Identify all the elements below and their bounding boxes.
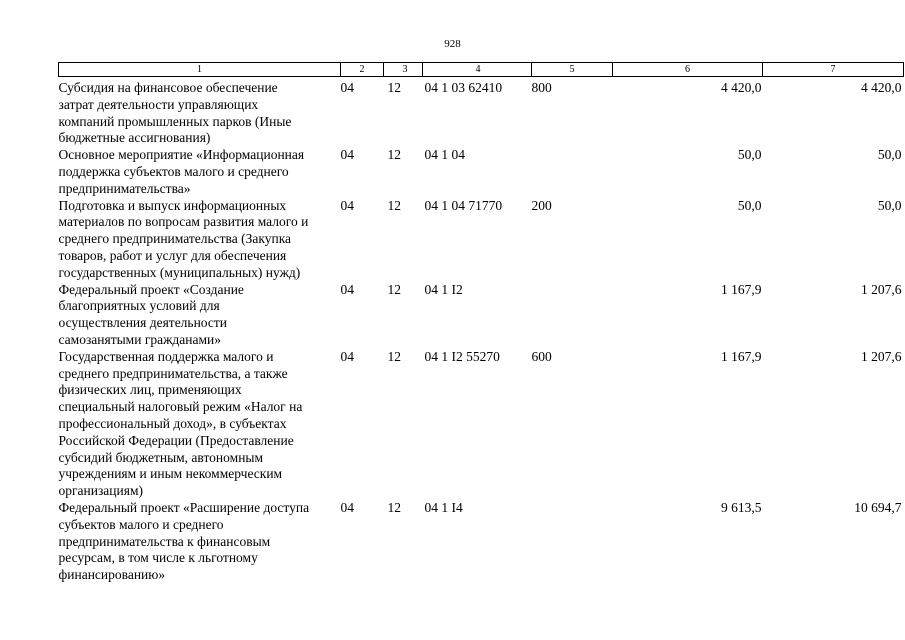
row-target-article: 04 1 04 71770 bbox=[424, 197, 503, 213]
row-amount-year-2: 50,0 bbox=[877, 147, 902, 163]
row-section-code: 04 bbox=[340, 80, 354, 95]
row-amount-year-2: 1 207,6 bbox=[861, 348, 902, 364]
row-expense-type bbox=[532, 500, 613, 584]
table-row bbox=[59, 349, 904, 500]
row-amount-year-1: 1 167,9 bbox=[721, 281, 762, 297]
row-section-code: 04 bbox=[340, 147, 354, 163]
row-target-article: 04 1 I4 bbox=[424, 499, 463, 515]
row-amount-year-1: 1 167,9 bbox=[721, 348, 762, 364]
row-target-article: 04 1 03 62410 bbox=[424, 80, 503, 95]
row-section-code: 04 bbox=[340, 197, 354, 213]
row-expense-type: 600 bbox=[531, 348, 552, 364]
column-header-7: 7 bbox=[763, 63, 904, 77]
table-row bbox=[59, 198, 904, 282]
row-target-article: 04 1 04 bbox=[424, 147, 465, 163]
column-header-4: 4 bbox=[423, 63, 532, 77]
row-target-article: 04 1 I2 bbox=[424, 281, 463, 297]
table-row bbox=[59, 500, 904, 584]
row-subsection-code: 12 bbox=[387, 147, 401, 163]
row-name: Федеральный проект «Создание благоприятных условий для осуществления деятельности самозанятыми гражданами» bbox=[58, 281, 244, 347]
column-header-3: 3 bbox=[384, 63, 423, 77]
row-name: Федеральный проект «Расширение доступа субъектов малого и среднего предпринимательства к финансовым ресурсам, в том числе к льготному финансированию» bbox=[58, 499, 310, 583]
row-amount-year-2: 50,0 bbox=[877, 197, 902, 213]
column-header-2: 2 bbox=[341, 63, 384, 77]
row-expense-type bbox=[532, 282, 613, 349]
row-name: Подготовка и выпуск информационных материалов по вопросам развития малого и среднего предпринимательства (Закупка товаров, работ и услуг для обеспечения государственных (муниципальных) нужд) bbox=[58, 197, 309, 280]
column-number-row bbox=[59, 63, 904, 77]
table-row bbox=[59, 282, 904, 349]
page-number: 928 bbox=[444, 38, 461, 50]
row-section-code: 04 bbox=[340, 348, 354, 364]
row-expense-type bbox=[532, 147, 613, 197]
row-subsection-code: 12 bbox=[387, 499, 401, 515]
row-amount-year-2: 4 420,0 bbox=[861, 80, 902, 95]
column-header-1: 1 bbox=[59, 63, 341, 77]
table-row bbox=[59, 77, 904, 148]
column-header-6: 6 bbox=[613, 63, 763, 77]
column-header-5: 5 bbox=[532, 63, 613, 77]
row-section-code: 04 bbox=[340, 499, 354, 515]
row-amount-year-2: 1 207,6 bbox=[861, 281, 902, 297]
row-name: Основное мероприятие «Информационная поддержка субъектов малого и среднего предпринимательства» bbox=[58, 147, 305, 196]
row-name: Субсидия на финансовое обеспечение затрат деятельности управляющих компаний промышленных парков (Иные бюджетные ассигнования) bbox=[58, 80, 292, 146]
row-name: Государственная поддержка малого и среднего предпринимательства, а также физических лиц, применяющих специальный налоговый режим «Налог на профессиональный доход», в субъектах Российской Федерации (Предоставление субсидий бюджетным, автономным учреждениям и иным некоммерческим организациям) bbox=[58, 348, 303, 499]
row-subsection-code: 12 bbox=[387, 281, 401, 297]
row-amount-year-1: 4 420,0 bbox=[721, 80, 762, 95]
row-expense-type: 200 bbox=[531, 197, 552, 213]
row-expense-type: 800 bbox=[531, 80, 552, 95]
row-target-article: 04 1 I2 55270 bbox=[424, 348, 500, 364]
row-amount-year-1: 50,0 bbox=[737, 197, 762, 213]
row-amount-year-1: 50,0 bbox=[737, 147, 762, 163]
row-section-code: 04 bbox=[340, 281, 354, 297]
table-row bbox=[59, 147, 904, 197]
row-subsection-code: 12 bbox=[387, 348, 401, 364]
row-amount-year-1: 9 613,5 bbox=[721, 499, 762, 515]
row-subsection-code: 12 bbox=[387, 197, 401, 213]
row-subsection-code: 12 bbox=[387, 80, 401, 95]
row-amount-year-2: 10 694,7 bbox=[854, 499, 902, 515]
budget-table bbox=[58, 62, 904, 584]
